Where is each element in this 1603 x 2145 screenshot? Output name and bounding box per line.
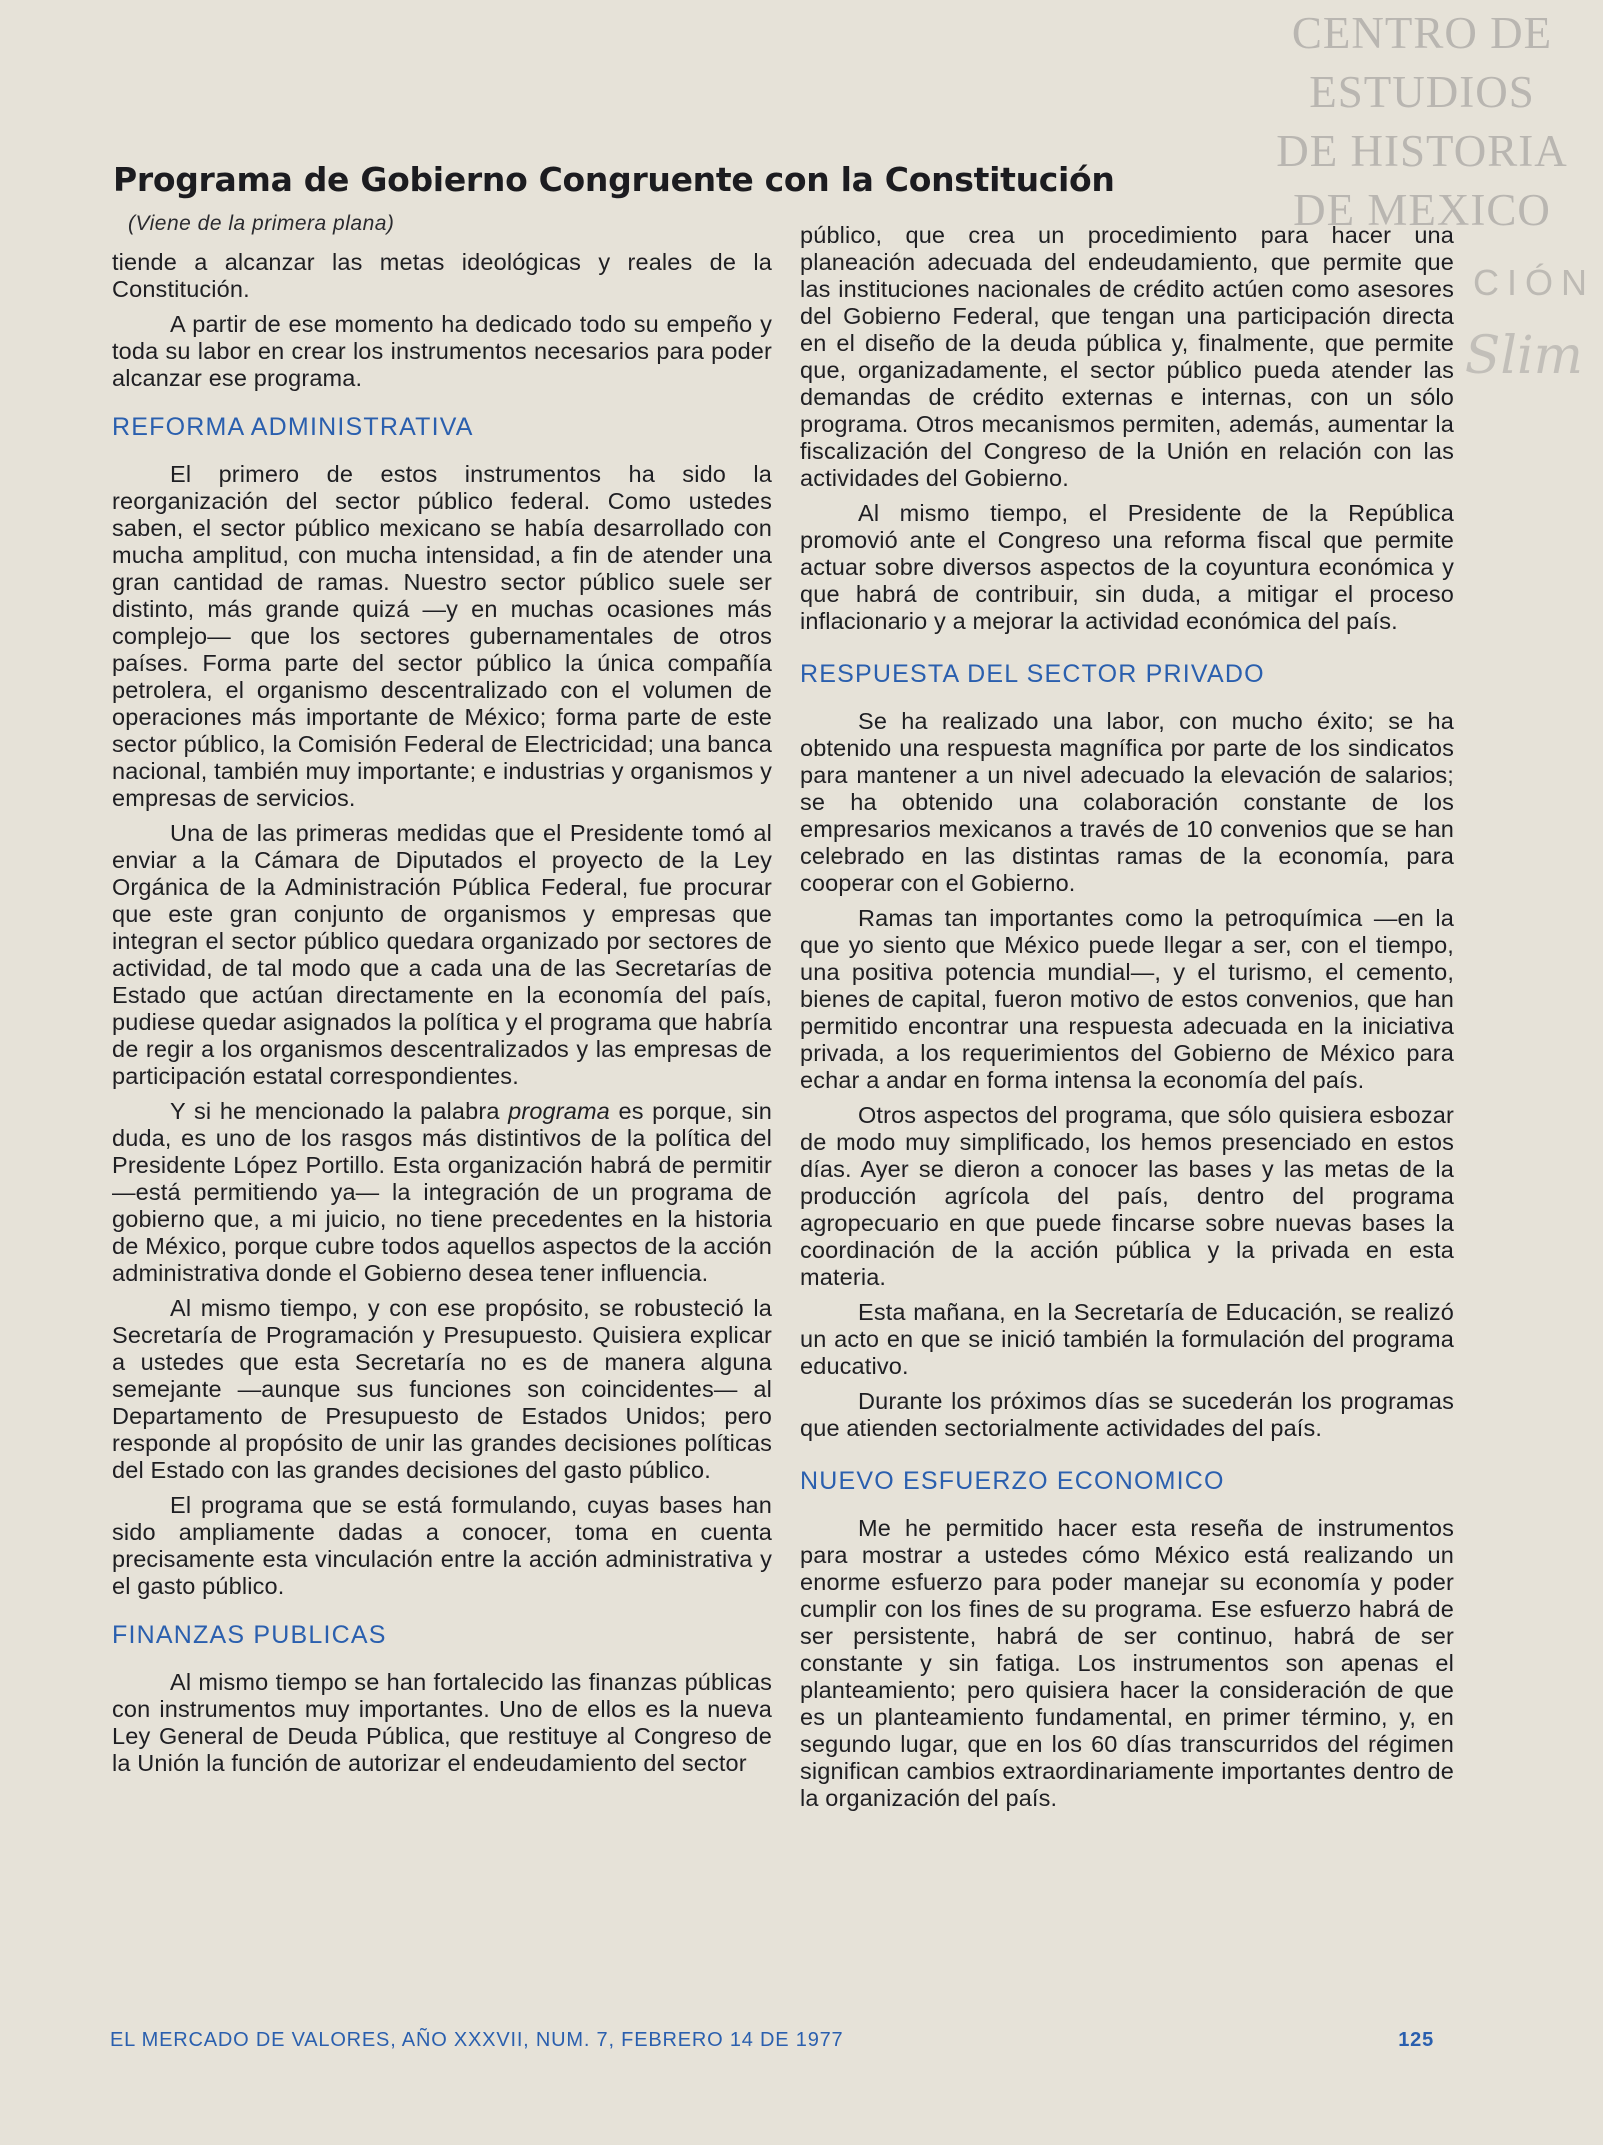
paragraph: Se ha realizado una labor, con mucho éxito; se ha obtenido una respuesta magnífica por parte de los sindicatos para mantener a un nivel adecuado la elevación de salarios; se ha obtenido una colaboración constante de los empresarios mexicanos a través de 10 convenios que se han celebrado en las distintas ramas de la economía, para cooperar con el Gobierno. xyxy=(800,708,1454,896)
watermark-line: DE HISTORIA xyxy=(1276,126,1568,176)
watermark-line: CENTRO DE xyxy=(1291,8,1553,58)
article-subtitle: (Viene de la primera plana) xyxy=(128,212,395,235)
paragraph: Esta mañana, en la Secretaría de Educación, se realizó un acto en que se inició también la formulación del programa educativo. xyxy=(800,1299,1454,1379)
right-column xyxy=(800,222,1454,1820)
page-number: 125 xyxy=(1398,2029,1434,2051)
paragraph: El primero de estos instrumentos ha sido la reorganización del sector público federal. Como ustedes saben, el sector público mexicano se había desarrollado con mucha amplitud, con mucha intensidad, a fin de atender una gran cantidad de ramas. Nuestro sector público suele ser distinto, más grande quizá —y en muchas ocasiones más complejo— que los sectores gubernamentales de otros países. Forma parte del sector público la única compañía petrolera, el organismo descentralizado con el volumen de operaciones más importante de México; forma parte de este sector público, la Comisión Federal de Electricidad; una banca nacional, también muy importante; e industrias y organismos y empresas de servicios. xyxy=(112,461,772,811)
watermark-signature: Slim xyxy=(1464,326,1583,386)
left-column xyxy=(112,249,772,1785)
paragraph: Una de las primeras medidas que el Presidente tomó al enviar a la Cámara de Diputados el proyecto de la Ley Orgánica de la Administración Pública Federal, fue procurar que este gran conjunto de organismos y empresas que integran el sector público quedara organizado por sectores de actividad, de tal modo que a cada una de las Secretarías de Estado que actúan directamente en la economía del país, pudiese quedar asignados la política y el programa que habría de regir a los organismos descentralizados y las empresas de participación estatal correspondientes. xyxy=(112,820,772,1089)
article-title: Programa de Gobierno Congruente con la Constitución xyxy=(113,160,1115,199)
paragraph: tiende a alcanzar las metas ideológicas y reales de la Constitución. xyxy=(112,249,772,302)
paragraph: público, que crea un procedimiento para hacer una planeación adecuada del endeudamiento, que permite que las instituciones nacionales de crédito actúen como asesores del Gobierno Federal, que tengan una participación directa en el diseño de la deuda pública y, finalmente, que permite que, organizadamente, el sector público pueda atender las demandas de crédito externas e internas, con un sólo programa. Otros mecanismos permiten, además, aumentar la fiscalización del Congreso de la Unión en relación con las actividades del Gobierno. xyxy=(800,222,1454,491)
section-heading-finanzas: FINANZAS PUBLICAS xyxy=(112,1621,387,1649)
paragraph: Al mismo tiempo, y con ese propósito, se robusteció la Secretaría de Programación y Presupuesto. Quisiera explicar a ustedes que esta Secretaría no es de manera alguna semejante —aunque sus funciones son coincidentes— al Departamento de Presupuesto de Estados Unidos; pero responde al propósito de unir las grandes decisiones políticas del Estado con las grandes decisiones del gasto público. xyxy=(112,1295,772,1483)
text-run: Y si he mencionado la palabra xyxy=(170,1098,509,1124)
paragraph: Ramas tan importantes como la petroquímica —en la que yo siento que México puede llegar a ser, con el tiempo, una positiva potencia mundial—, y el turismo, el cemento, bienes de capital, fueron motivo de estos convenios, que han permitido encontrar una respuesta adecuada en la iniciativa privada, a los requerimientos del Gobierno de México para echar a andar en forma intensa la economía del país. xyxy=(800,905,1454,1093)
paragraph: Al mismo tiempo se han fortalecido las finanzas públicas con instrumentos muy importantes. Uno de ellos es la nueva Ley General de Deuda Pública, que restituye al Congreso de la Unión la función de autorizar el endeudamiento del sector xyxy=(112,1669,772,1776)
emphasis-programa: programa xyxy=(508,1098,610,1124)
publication-line: EL MERCADO DE VALORES, AÑO XXXVII, NUM. 7, FEBRERO 14 DE 1977 xyxy=(110,2029,844,2051)
paragraph: Otros aspectos del programa, que sólo quisiera esbozar de modo muy simplificado, los hemos presenciado en estos días. Ayer se dieron a conocer las bases y las metas de la producción agrícola del país, dentro del programa agropecuario en que puede fincarse sobre nuevas bases la coordinación de la acción pública y la privada en esta materia. xyxy=(800,1102,1454,1290)
paragraph: Durante los próximos días se sucederán los programas que atienden sectorialmente actividades del país. xyxy=(800,1388,1454,1441)
paragraph: Me he permitido hacer esta reseña de instrumentos para mostrar a ustedes cómo México está realizando un enorme esfuerzo para poder manejar su economía y poder cumplir con los fines de su programa. Ese esfuerzo habrá de ser persistente, habrá de ser continuo, habrá de ser constante y sin fatiga. Los instrumentos son apenas el planteamiento; pero quisiera hacer la consideración de que es un planteamiento fundamental, en primer término, y, en segundo lugar, que en los 60 días transcurridos del régimen significan cambios extraordinariamente importantes dentro de la organización del país. xyxy=(800,1515,1454,1811)
watermark-line: DE MEXICO xyxy=(1293,185,1551,235)
paragraph: Al mismo tiempo, el Presidente de la República promovió ante el Congreso una reforma fiscal que permite actuar sobre diversos aspectos de la coyuntura económica y que habrá de contribuir, sin duda, a mitigar el proceso inflacionario y a mejorar la actividad económica del país. xyxy=(800,500,1454,634)
archive-watermark xyxy=(1257,4,1587,240)
section-heading-reforma: REFORMA ADMINISTRATIVA xyxy=(112,413,474,441)
paragraph: El programa que se está formulando, cuyas bases han sido ampliamente dadas a conocer, toma en cuenta precisamente esta vinculación entre la acción administrativa y el gasto público. xyxy=(112,1492,772,1599)
watermark-line: ESTUDIOS xyxy=(1309,67,1535,117)
text-run: es porque, sin duda, es uno de los rasgos más distintivos de la política del Presidente López Portillo. Esta organización habrá de permitir —está permitiendo ya— la integración de un programa de gobierno que, a mi juicio, no tiene precedentes en la historia de México, porque cubre todos aquellos aspectos de la acción administrativa donde el Gobierno desea tener influencia. xyxy=(112,1098,772,1286)
paragraph xyxy=(112,1098,772,1287)
paragraph: A partir de ese momento ha dedicado todo su empeño y toda su labor en crear los instrumentos necesarios para poder alcanzar ese programa. xyxy=(112,311,772,391)
section-heading-nuevo: NUEVO ESFUERZO ECONOMICO xyxy=(800,1467,1225,1495)
section-heading-respuesta: RESPUESTA DEL SECTOR PRIVADO xyxy=(800,660,1265,688)
watermark-fundacion: CIÓN xyxy=(1473,262,1595,303)
